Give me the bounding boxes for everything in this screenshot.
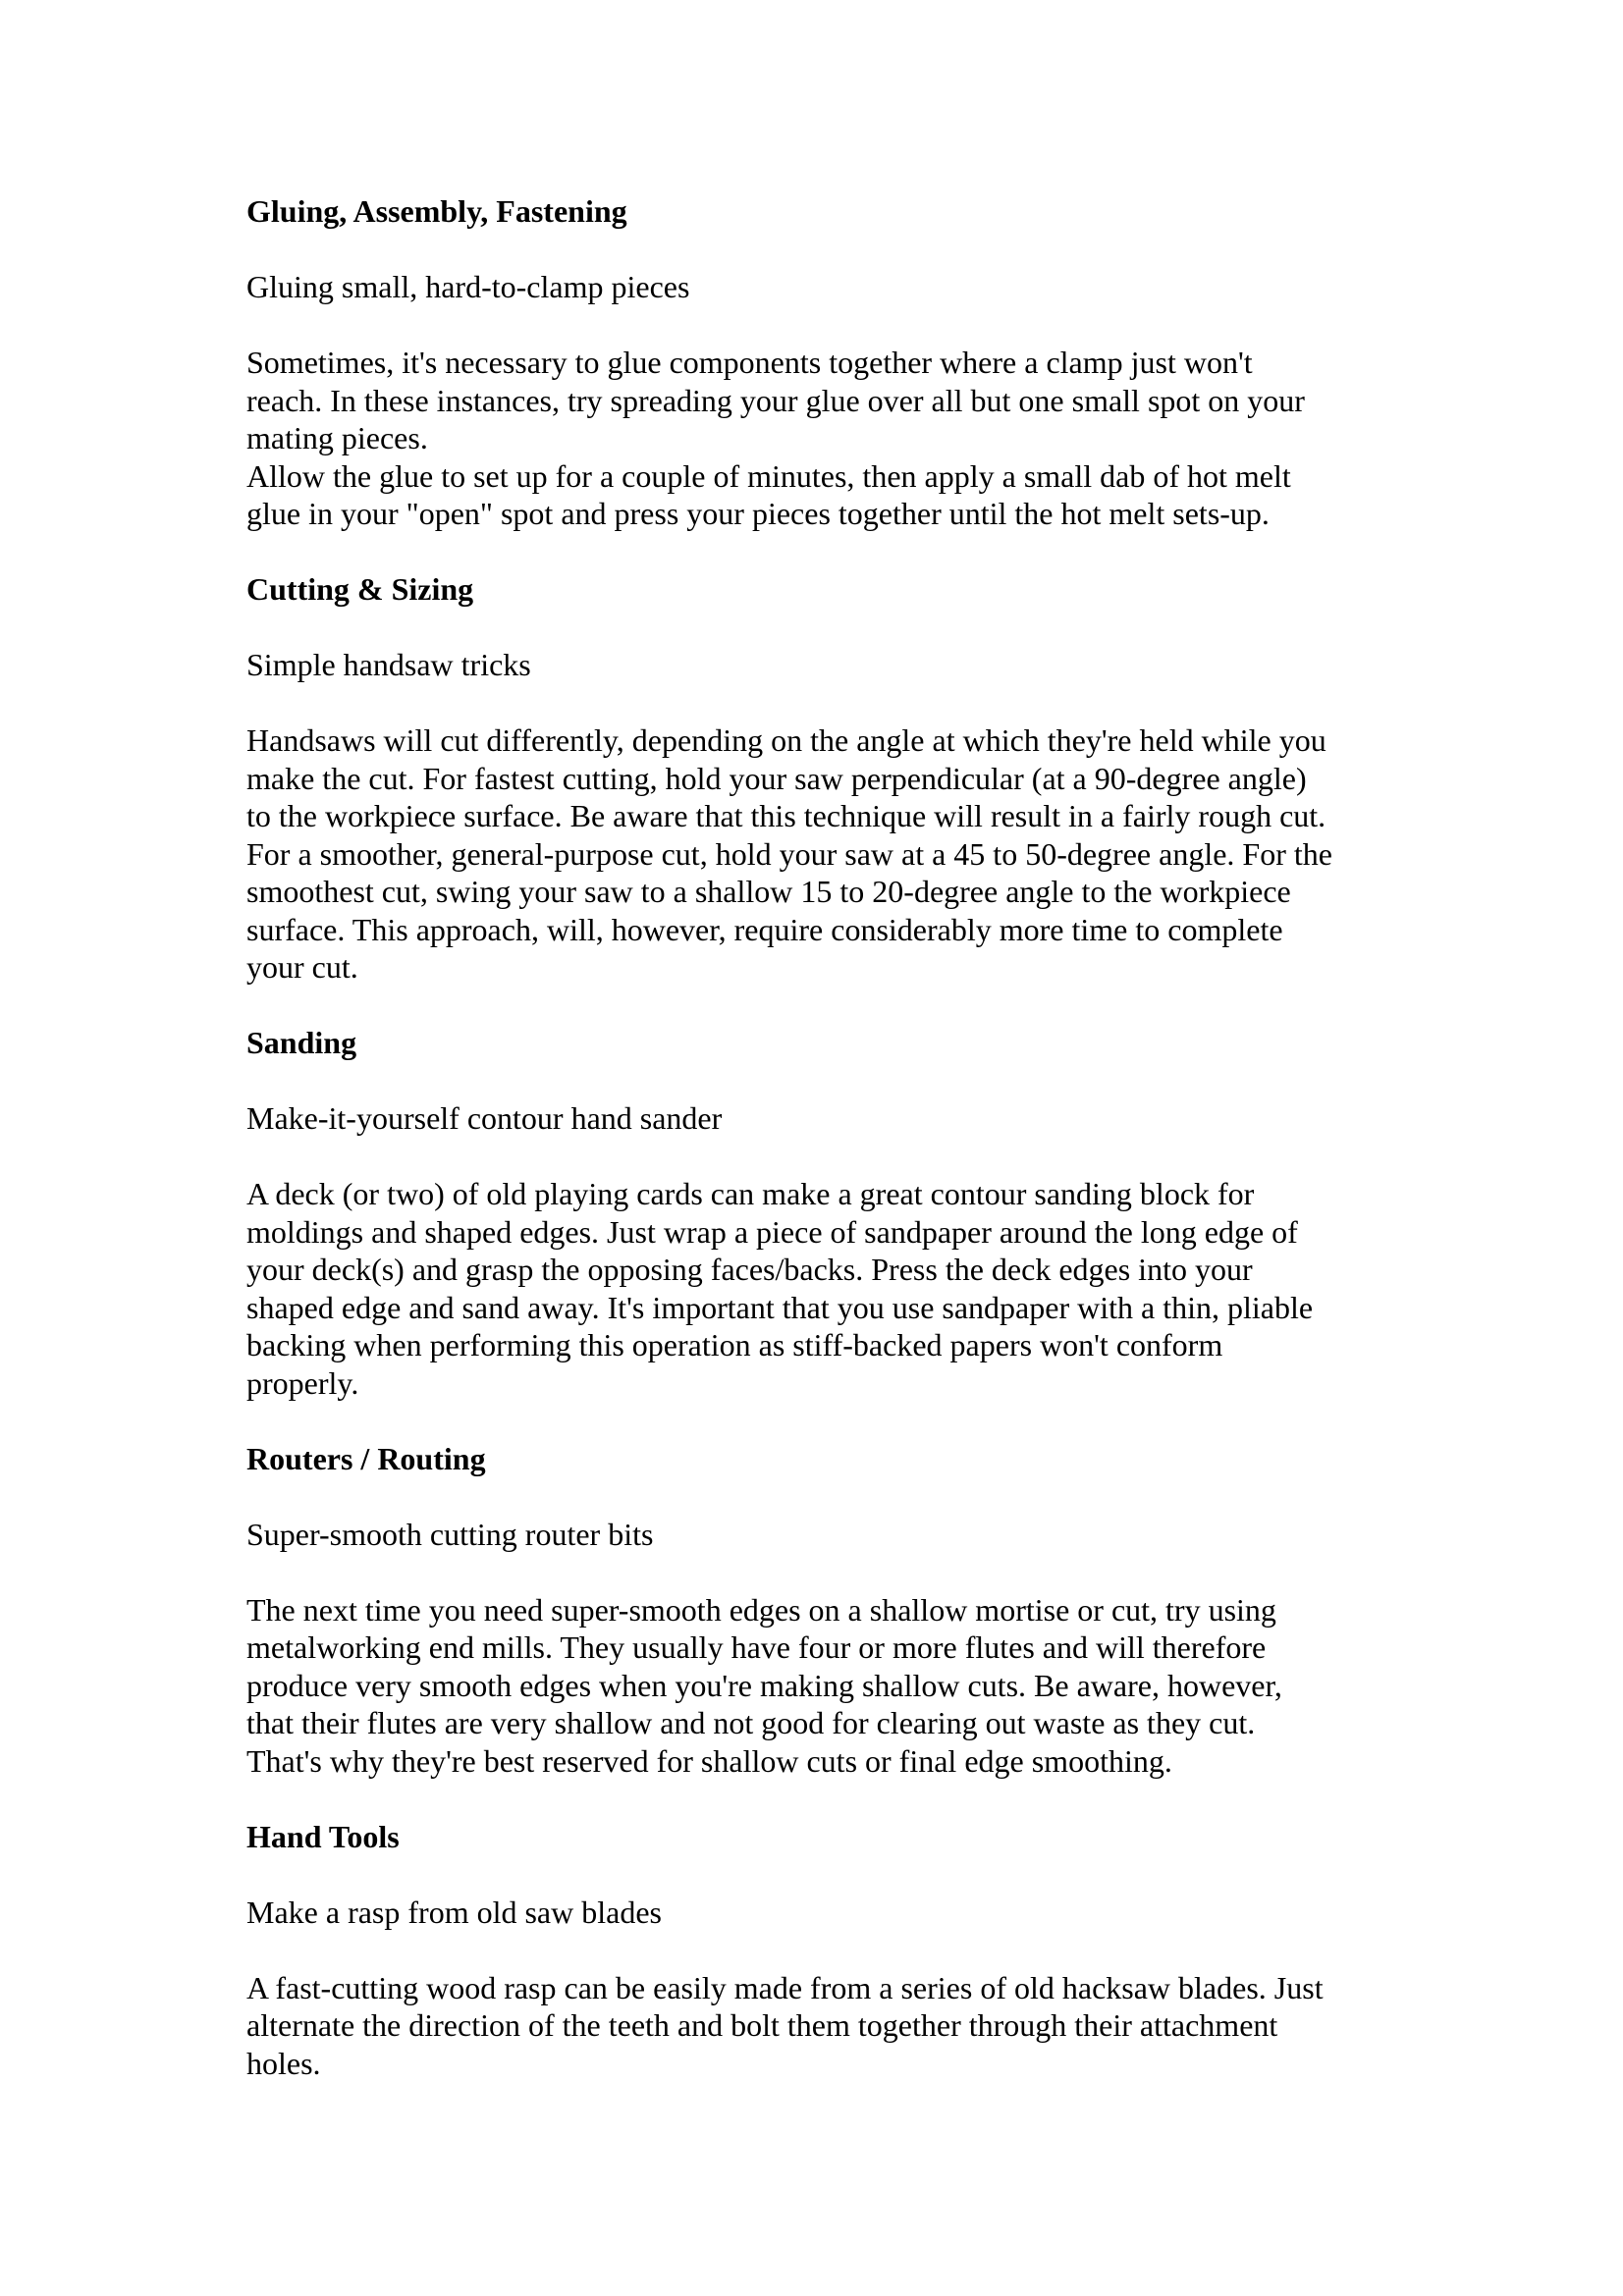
document-page (246, 192, 1395, 2120)
section-gluing (246, 192, 1395, 533)
section-heading: Hand Tools (246, 1818, 400, 1854)
section-routers (246, 1440, 1395, 1781)
section-sanding (246, 1024, 1395, 1402)
tip-title: Gluing small, hard-to-clamp pieces (246, 269, 690, 304)
tip-title: Super-smooth cutting router bits (246, 1516, 654, 1552)
tip-title: Make a rasp from old saw blades (246, 1894, 662, 1930)
tip-title: Simple handsaw tricks (246, 647, 531, 682)
tip-paragraph: Allow the glue to set up for a couple of minutes, then apply a small dab of hot melt glue in your "open" spot and press your pieces together until the hot melt sets-up. (246, 457, 1291, 531)
tip-paragraph: A fast-cutting wood rasp can be easily made from a series of old hacksaw blades. Just alternate the direction of the teeth and bolt them together through their attachment holes. (246, 1969, 1324, 2081)
section-hand-tools (246, 1818, 1395, 2083)
tip-paragraph: The next time you need super-smooth edges on a shallow mortise or cut, try using metalworking end mills. They usually have four or more flutes and will therefore produce very smooth edges when you're making shallow cuts. Be aware, however, that their flutes are very shallow and not good for clearing out waste as they cut. That's why they're best reserved for shallow cuts or final edge smoothing. (246, 1591, 1282, 1779)
tip-title: Make-it-yourself contour hand sander (246, 1100, 723, 1136)
section-cutting (246, 570, 1395, 987)
section-heading: Cutting & Sizing (246, 571, 474, 607)
tip-paragraph: A deck (or two) of old playing cards can make a great contour sanding block for moldings and shaped edges. Just wrap a piece of sandpaper around the long edge of your deck(s) and grasp the opposing faces/backs. Press the deck edges into your shaped edge and sand away. It's important that you use sandpaper with a thin, pliable backing when performing this operation as stiff-backed papers won't conform properly. (246, 1176, 1314, 1401)
section-heading: Sanding (246, 1025, 357, 1060)
tip-paragraph: Handsaws will cut differently, depending on the angle at which they're held while you make the cut. For fastest cutting, hold your saw perpendicular (at a 90-degree angle) to the workpiece surface. Be aware that this technique will result in a fairly rough cut. For a smoother, general-purpose cut, hold your saw at a 45 to 50-degree angle. For the smoothest cut, swing your saw to a shallow 15 to 20-degree angle to the workpiece surface. This approach, will, however, require considerably more time to complete your cut. (246, 722, 1332, 985)
section-heading: Gluing, Assembly, Fastening (246, 193, 627, 229)
section-heading: Routers / Routing (246, 1440, 486, 1476)
tip-paragraph: Sometimes, it's necessary to glue components together where a clamp just won't reach. In these instances, try spreading your glue over all but one small spot on your mating pieces. (246, 345, 1305, 455)
